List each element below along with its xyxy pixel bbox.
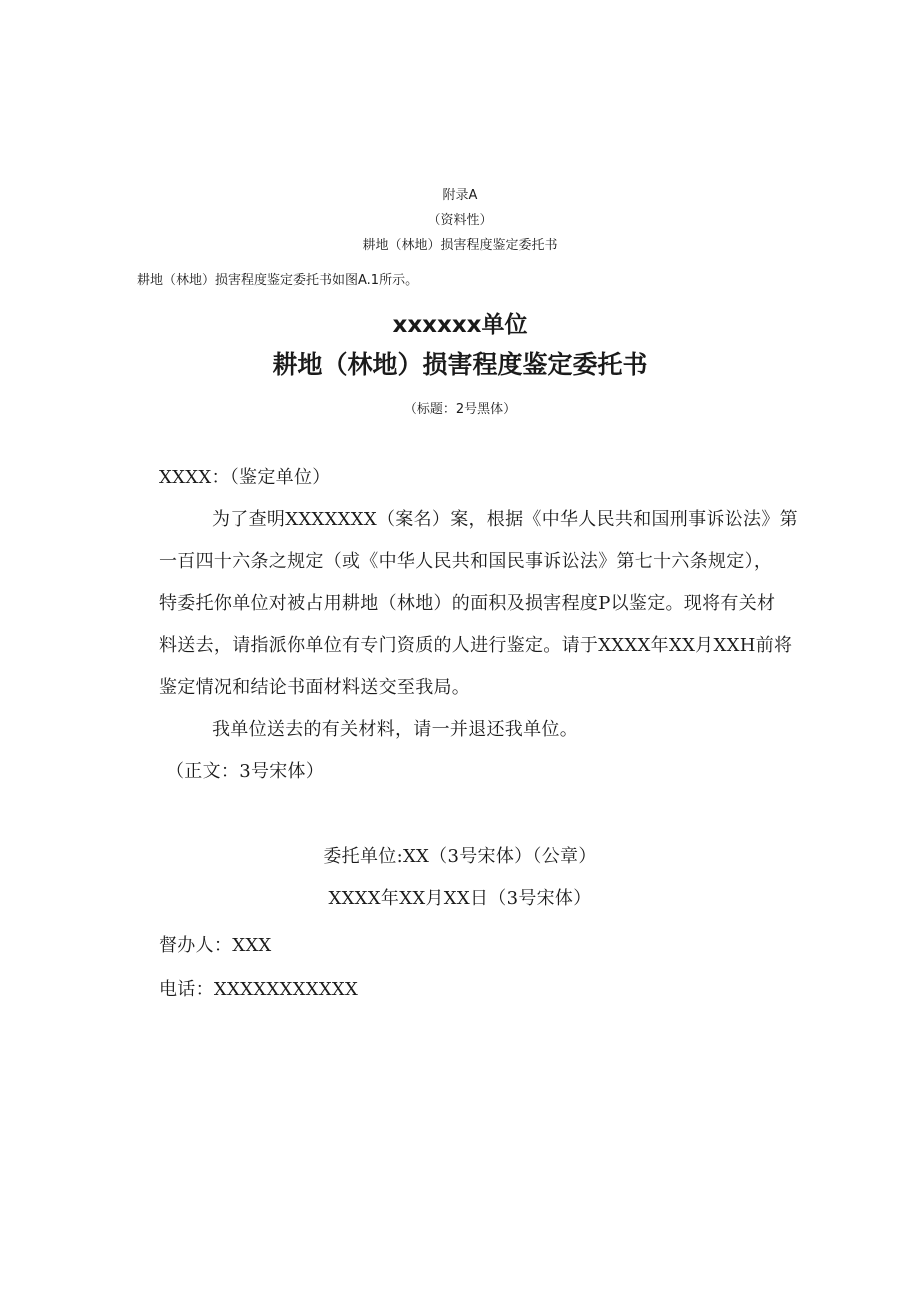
main-title: 耕地（林地）损害程度鉴定委托书 bbox=[272, 350, 648, 379]
appendix-nature: （资料性） bbox=[427, 213, 493, 228]
body-line-2: 一百四十六条之规定（或《中华人民共和国民事诉讼法》第七十六条规定）， bbox=[159, 551, 773, 572]
appendix-title: 耕地（林地）损害程度鉴定委托书 bbox=[362, 238, 558, 253]
commissioning-unit: 委托单位:XX（3号宋体）（公章） bbox=[323, 846, 597, 867]
addressee: XXXX：（鉴定单位） bbox=[159, 467, 331, 488]
body-line-3: 特委托你单位对被占用耕地（林地）的面积及损害程度P以鉴定。现将有关材 bbox=[159, 593, 776, 614]
title-note: （标题：2号黑体） bbox=[403, 402, 517, 417]
body-line-5: 鉴定情况和结论书面材料送交至我局。 bbox=[159, 677, 471, 698]
supervisor-line: 督办人：XXX bbox=[159, 935, 272, 956]
date-line: XXXX年XX月XX日（3号宋体） bbox=[328, 888, 592, 909]
appendix-intro: 耕地（林地）损害程度鉴定委托书如图A.1所示。 bbox=[137, 273, 419, 288]
appendix-label: 附录A bbox=[442, 188, 478, 203]
body-line-1: 为了查明XXXXXXX（案名）案，根据《中华人民共和国刑事诉讼法》第 bbox=[212, 509, 798, 530]
return-line: 我单位送去的有关材料，请一并退还我单位。 bbox=[212, 719, 578, 740]
body-line-4: 料送去，请指派你单位有专门资质的人进行鉴定。请于XXXX年XX月XXH前将 bbox=[159, 635, 793, 656]
body-note: （正文：3号宋体） bbox=[166, 761, 325, 782]
unit-heading: xxxxxx单位 bbox=[392, 312, 528, 338]
phone-line: 电话：XXXXXXXXXXX bbox=[159, 979, 359, 1000]
